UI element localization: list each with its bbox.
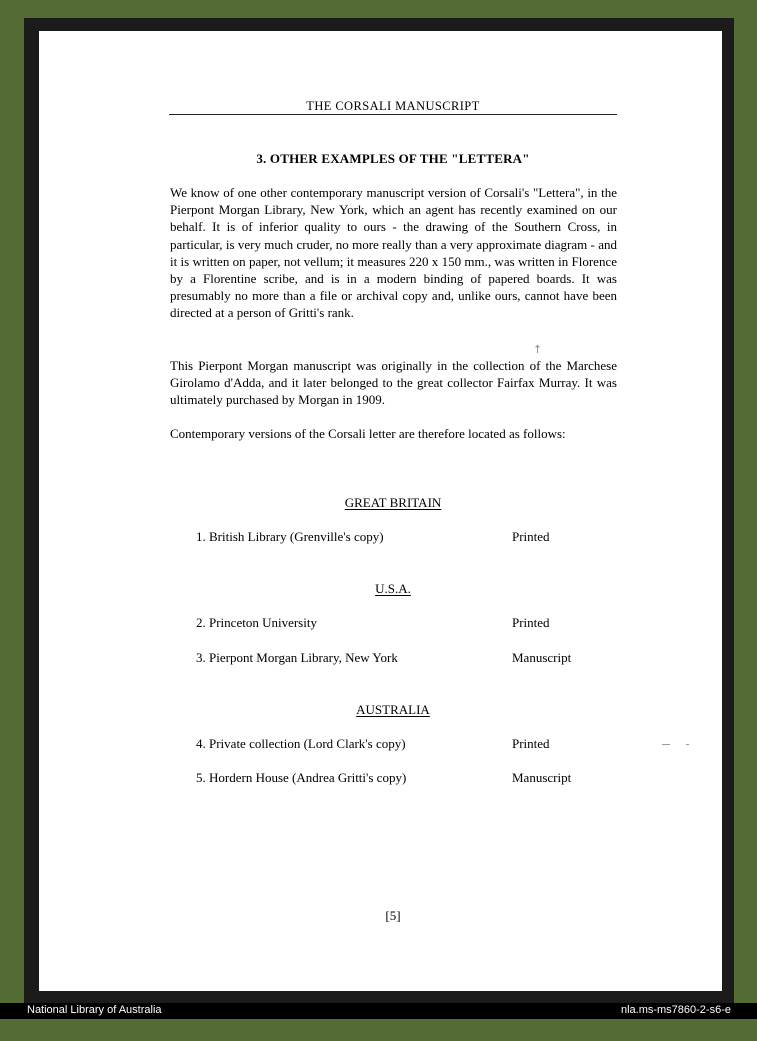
region-heading-australia: AUSTRALIA (356, 702, 430, 717)
list-item (196, 736, 616, 754)
list-item-type: Printed (512, 529, 550, 544)
running-head: THE CORSALI MANUSCRIPT (306, 99, 480, 113)
list-item-type: Manuscript (512, 770, 572, 785)
paragraph-1: We know of one other contemporary manuscript version of Corsali's "Lettera", in the Pierpont Morgan Library, New York, which an agent has recently examined on our behalf. It is of inferior quality to ours - the drawing of the Southern Cross, in particular, is very much cruder, no more really than a very approximate diagram - and it is written on paper, not vellum; it measures 220 x 150 mm., was written in Florence by a Florentine scribe, and is in a modern binding of papered boards. It was presumably no more than a file or archival copy and, unlike ours, cannot have been directed at a person of Gritti's rank. (170, 185, 617, 321)
footer-identifier: nla.ms-ms7860-2-s6-e (620, 1004, 731, 1016)
list-item (196, 770, 616, 788)
list-item-location: 3. Pierpont Morgan Library, New York (196, 650, 398, 665)
region-heading-usa: U.S.A. (375, 581, 411, 596)
list-item (196, 650, 616, 668)
list-item (196, 615, 616, 633)
list-item-location: 4. Private collection (Lord Clark's copy) (196, 736, 406, 751)
scan-smudge (662, 744, 670, 745)
footer-bar (0, 1003, 757, 1019)
list-item (196, 529, 616, 547)
pencil-tick-mark: ↑ (533, 343, 543, 356)
footer-source-label: National Library of Australia (27, 1004, 162, 1016)
list-item-location: 2. Princeton University (196, 615, 317, 630)
list-item-location: 1. British Library (Grenville's copy) (196, 529, 384, 544)
section-title: 3. OTHER EXAMPLES OF THE "LETTERA" (256, 151, 530, 166)
document-page (39, 31, 722, 991)
region-heading-great-britain: GREAT BRITAIN (344, 495, 442, 510)
header-rule (169, 114, 617, 115)
paragraph-3: Contemporary versions of the Corsali letter are therefore located as follows: (170, 426, 566, 441)
paragraph-2: This Pierpont Morgan manuscript was originally in the collection of the Marchese Girolamo d'Adda, and it later belonged to the great collector Fairfax Murray. It was ultimately purchased by Morgan in 1909. (170, 358, 617, 408)
list-item-type: Printed (512, 736, 550, 751)
list-item-type: Printed (512, 615, 550, 630)
page-number: [5] (385, 908, 401, 923)
list-item-type: Manuscript (512, 650, 572, 665)
scan-smudge (686, 744, 689, 745)
list-item-location: 5. Hordern House (Andrea Gritti's copy) (196, 770, 407, 785)
